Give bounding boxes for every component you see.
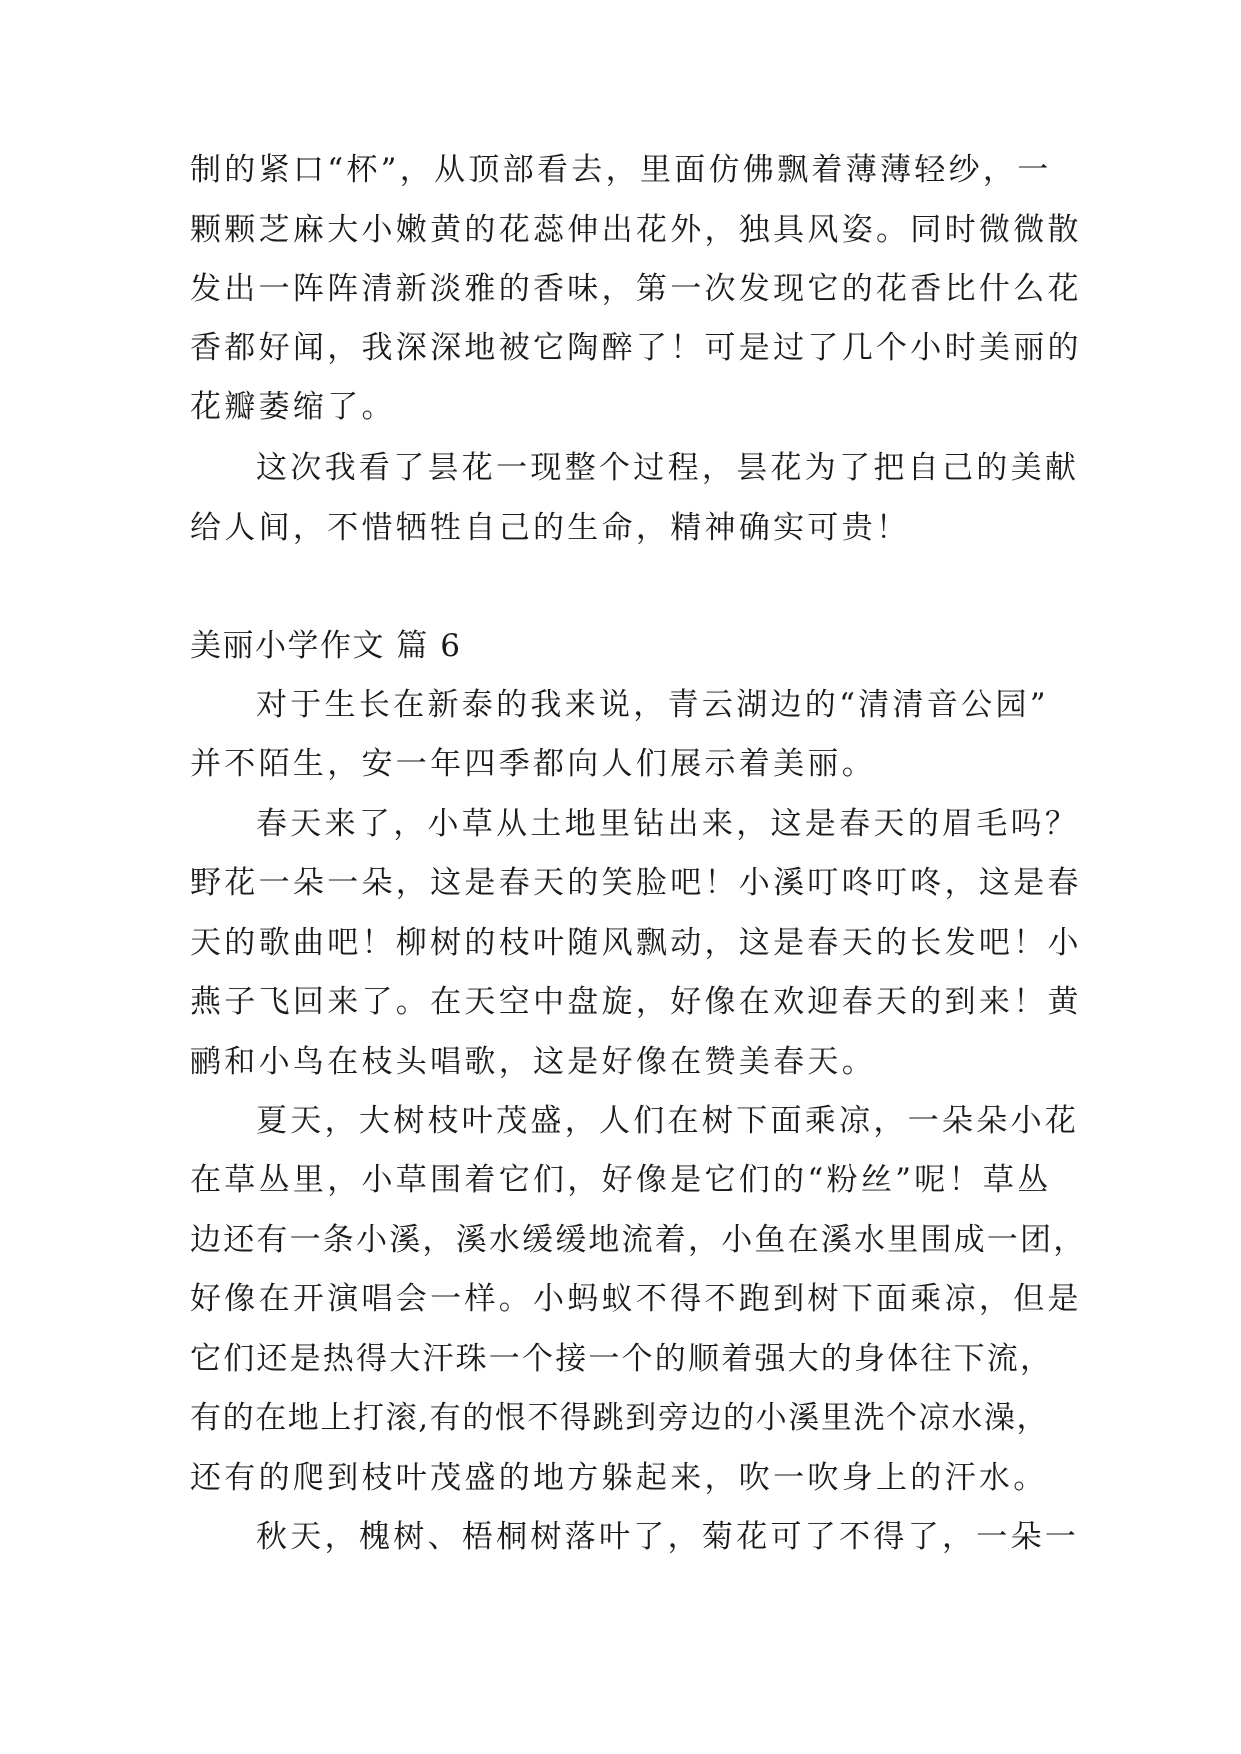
text-line: 花瓣萎缩了。 bbox=[190, 389, 396, 425]
text-line: 香都好闻，我深深地被它陶醉了！可是过了几个小时美丽的 bbox=[190, 330, 1082, 366]
text-line: 春天来了，小草从土地里钻出来，这是春天的眉毛吗？ bbox=[256, 806, 1080, 842]
text-line: 好像在开演唱会一样。小蚂蚁不得不跑到树下面乘凉，但是 bbox=[190, 1281, 1082, 1317]
text-line: 制的紧口“杯”，从顶部看去，里面仿佛飘着薄薄轻纱，一 bbox=[190, 152, 1052, 188]
text-line: 鹂和小鸟在枝头唱歌，这是好像在赞美春天。 bbox=[190, 1044, 876, 1080]
document-page bbox=[190, 0, 1087, 1754]
text-line: 并不陌生，安一年四季都向人们展示着美丽。 bbox=[190, 746, 876, 782]
text-line: 对于生长在新泰的我来说，青云湖边的“清清音公园” bbox=[256, 687, 1049, 723]
text-line: 天的歌曲吧！柳树的枝叶随风飘动，这是春天的长发吧！小 bbox=[190, 925, 1082, 961]
text-line: 野花一朵一朵，这是春天的笑脸吧！小溪叮咚叮咚，这是春 bbox=[190, 865, 1082, 901]
text-line: 它们还是热得大汗珠一个接一个的顺着强大的身体往下流， bbox=[190, 1341, 1054, 1377]
text-line: 秋天，槐树、梧桐树落叶了，菊花可了不得了，一朵一 bbox=[256, 1519, 1080, 1555]
text-line: 燕子飞回来了。在天空中盘旋，好像在欢迎春天的到来！黄 bbox=[190, 984, 1082, 1020]
text-line: 边还有一条小溪，溪水缓缓地流着，小鱼在溪水里围成一团， bbox=[190, 1222, 1087, 1258]
text-line: 夏天，大树枝叶茂盛，人们在树下面乘凉，一朵朵小花 bbox=[256, 1103, 1080, 1139]
text-line: 有的在地上打滚,有的恨不得跳到旁边的小溪里洗个凉水澡， bbox=[190, 1400, 1050, 1436]
text-line: 颗颗芝麻大小嫩黄的花蕊伸出花外，独具风姿。同时微微散 bbox=[190, 212, 1082, 248]
section-heading: 美丽小学作文 篇 6 bbox=[190, 628, 462, 664]
text-line: 这次我看了昙花一现整个过程，昙花为了把自己的美献 bbox=[256, 450, 1080, 486]
text-line: 在草丛里，小草围着它们，好像是它们的“粉丝”呢！草丛 bbox=[190, 1162, 1052, 1198]
text-line: 给人间，不惜牺牲自己的生命，精神确实可贵！ bbox=[190, 510, 911, 546]
text-line: 还有的爬到枝叶茂盛的地方躲起来，吹一吹身上的汗水。 bbox=[190, 1460, 1048, 1496]
text-line: 发出一阵阵清新淡雅的香味，第一次发现它的花香比什么花 bbox=[190, 271, 1082, 307]
